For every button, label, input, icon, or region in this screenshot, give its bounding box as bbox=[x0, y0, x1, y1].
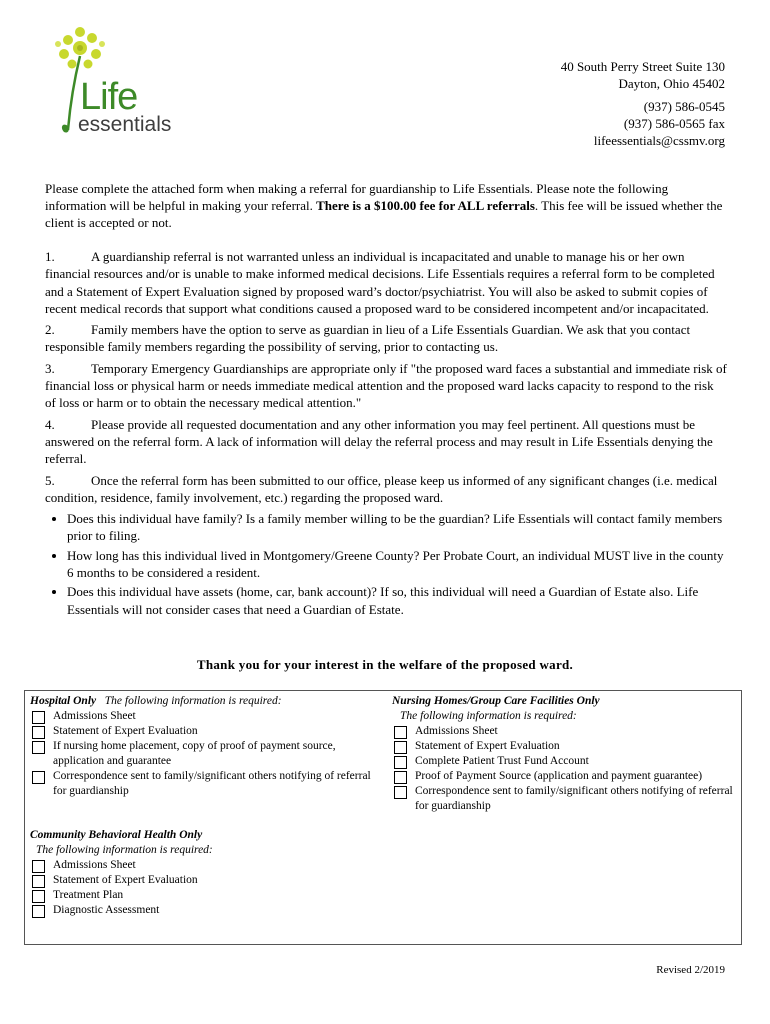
instruction-item bbox=[45, 321, 727, 356]
item-text: Temporary Emergency Guardianships are appropriate only if "the proposed ward faces a substantial and immediate risk of financial loss or physical harm or needs immediate medical attention and the proposed ward lacks capacity to respond to the risk of loss or harm or to obtain the necessary medical attention." bbox=[45, 360, 727, 411]
bullet-item: • How long has this individual lived in Montgomery/Greene County? Per Probate Court, an individual MUST live in the county 6 months to be considered a resident. bbox=[67, 547, 727, 582]
item-number: 1. bbox=[45, 249, 55, 264]
nursing-heading: Nursing Homes/Group Care Facilities Only bbox=[392, 695, 600, 707]
item-text: Family members have the option to serve as guardian in lieu of a Life Essentials Guardian. We ask that you contact responsible family members regarding the possibility of serving, prior to contacting us. bbox=[45, 322, 691, 355]
intro-text-1: Please complete the attached form when making a referral for guardianship to Life Essentials. Please note the following information will be helpful in making your referral. bbox=[45, 181, 669, 213]
requirement-label: Proof of Payment Source (application and payment guarantee) bbox=[415, 770, 703, 782]
instruction-item bbox=[45, 248, 727, 317]
item-number: 2. bbox=[45, 322, 55, 338]
hospital-subheading: The following information is required: bbox=[104, 695, 282, 707]
instruction-item bbox=[45, 472, 727, 507]
requirement-label: Diagnostic Assessment bbox=[53, 904, 160, 916]
item-number: 4. bbox=[45, 416, 55, 432]
requirement-item bbox=[30, 858, 380, 873]
instruction-item bbox=[45, 360, 727, 412]
checkbox[interactable] bbox=[394, 726, 407, 739]
requirement-item bbox=[392, 739, 737, 754]
requirement-label: Complete Patient Trust Fund Account bbox=[415, 755, 589, 767]
checkbox[interactable] bbox=[32, 875, 45, 888]
revision-date: Revised 2/2019 bbox=[656, 964, 725, 976]
requirement-label: Admissions Sheet bbox=[53, 859, 136, 871]
requirement-label: Statement of Expert Evaluation bbox=[53, 874, 198, 886]
checkbox[interactable] bbox=[394, 771, 407, 784]
item-text: A guardianship referral is not warranted unless an individual is incapacitated and unable to manage his or her own financial resources and/or is unable to make informed medical decisions. Life Essentials requires a referral form to be completed and a Statement of Expert Evaluation signed by proposed ward’s doctor/psychiatrist. You will also be asked to submit copies of recent medical records that support what conditions caused a proposed ward to be considered incompetent and/or incapacitated. bbox=[45, 249, 715, 316]
requirement-item bbox=[392, 784, 737, 814]
intro-text-2: . This fee will be issued whether the client is accepted or not. bbox=[45, 198, 723, 230]
requirement-item bbox=[30, 739, 380, 769]
bullet-item: • Does this individual have assets (home, car, bank account)? If so, this individual will need a Guardian of Estate also. Life Essentials will not consider cases that need a Guardian of Estate. bbox=[67, 583, 727, 618]
item-text: Please provide all requested documentation and any other information you may feel pertinent. All questions must be answered on the referral form. A lack of information will delay the referral process and may result in Life Essentials denying the referral. bbox=[45, 416, 713, 467]
phone-number: (937) 586-0545 bbox=[643, 99, 725, 114]
item-number: 3. bbox=[45, 360, 55, 376]
bullet-item: • Does this individual have family? Is a family member willing to be the guardian? Life Essentials will contact family members prior to filing. bbox=[67, 510, 727, 545]
checkbox[interactable] bbox=[394, 756, 407, 769]
requirement-label: Statement of Expert Evaluation bbox=[53, 725, 198, 737]
requirement-item bbox=[392, 724, 737, 739]
requirement-item bbox=[30, 709, 380, 724]
thank-you-note: Thank you for your interest in the welfare of the proposed ward. bbox=[196, 657, 574, 672]
nursing-subheading: The following information is required: bbox=[400, 710, 577, 722]
logo-word-life: Life bbox=[80, 76, 138, 118]
requirement-label: Correspondence sent to family/significant others notifying of referral for guardianship bbox=[53, 770, 371, 797]
instruction-item bbox=[45, 416, 727, 468]
bullet-list bbox=[45, 510, 727, 618]
checkbox[interactable] bbox=[32, 905, 45, 918]
checkbox[interactable] bbox=[394, 786, 407, 799]
requirement-item bbox=[30, 888, 380, 903]
checkbox[interactable] bbox=[32, 711, 45, 724]
fax-number: (937) 586-0565 fax bbox=[623, 116, 725, 131]
requirement-label: Admissions Sheet bbox=[53, 710, 136, 722]
requirement-label: Statement of Expert Evaluation bbox=[415, 740, 560, 752]
address-street: 40 South Perry Street Suite 130 bbox=[560, 59, 725, 74]
logo-word-essentials: essentials bbox=[78, 113, 172, 136]
requirement-label: Treatment Plan bbox=[53, 889, 124, 901]
checkbox[interactable] bbox=[394, 741, 407, 754]
requirement-item bbox=[392, 754, 737, 769]
checkbox[interactable] bbox=[32, 741, 45, 754]
item-number: 5. bbox=[45, 472, 55, 488]
checkbox[interactable] bbox=[32, 890, 45, 903]
requirement-label: Admissions Sheet bbox=[415, 725, 498, 737]
intro-fee-notice: There is a $100.00 fee for ALL referrals bbox=[316, 198, 535, 213]
requirement-label: Correspondence sent to family/significant others notifying of referral for guardianship bbox=[415, 785, 733, 812]
hospital-heading: Hospital Only bbox=[30, 695, 97, 707]
checkbox[interactable] bbox=[32, 860, 45, 873]
intro-paragraph bbox=[45, 180, 725, 231]
checkbox[interactable] bbox=[32, 771, 45, 784]
nursing-section bbox=[392, 694, 737, 814]
requirement-item bbox=[392, 769, 737, 784]
requirement-label: If nursing home placement, copy of proof of payment source, application and guarantee bbox=[53, 740, 336, 767]
requirement-item bbox=[30, 724, 380, 739]
requirement-item bbox=[30, 769, 380, 799]
instructions-list bbox=[45, 248, 727, 620]
community-subheading: The following information is required: bbox=[36, 844, 213, 856]
community-section bbox=[30, 828, 380, 918]
requirement-item bbox=[30, 903, 380, 918]
community-heading: Community Behavioral Health Only bbox=[30, 829, 203, 841]
requirements-box bbox=[24, 690, 742, 945]
address-city: Dayton, Ohio 45402 bbox=[618, 76, 725, 91]
item-text: Once the referral form has been submitted to our office, please keep us informed of any significant changes (i.e. medical condition, residence, family involvement, etc.) regarding the proposed ward. bbox=[45, 472, 718, 505]
address-block bbox=[561, 58, 725, 149]
email-address: lifeessentials@cssmv.org bbox=[593, 133, 725, 148]
hospital-section bbox=[30, 694, 380, 799]
requirement-item bbox=[30, 873, 380, 888]
checkbox[interactable] bbox=[32, 726, 45, 739]
